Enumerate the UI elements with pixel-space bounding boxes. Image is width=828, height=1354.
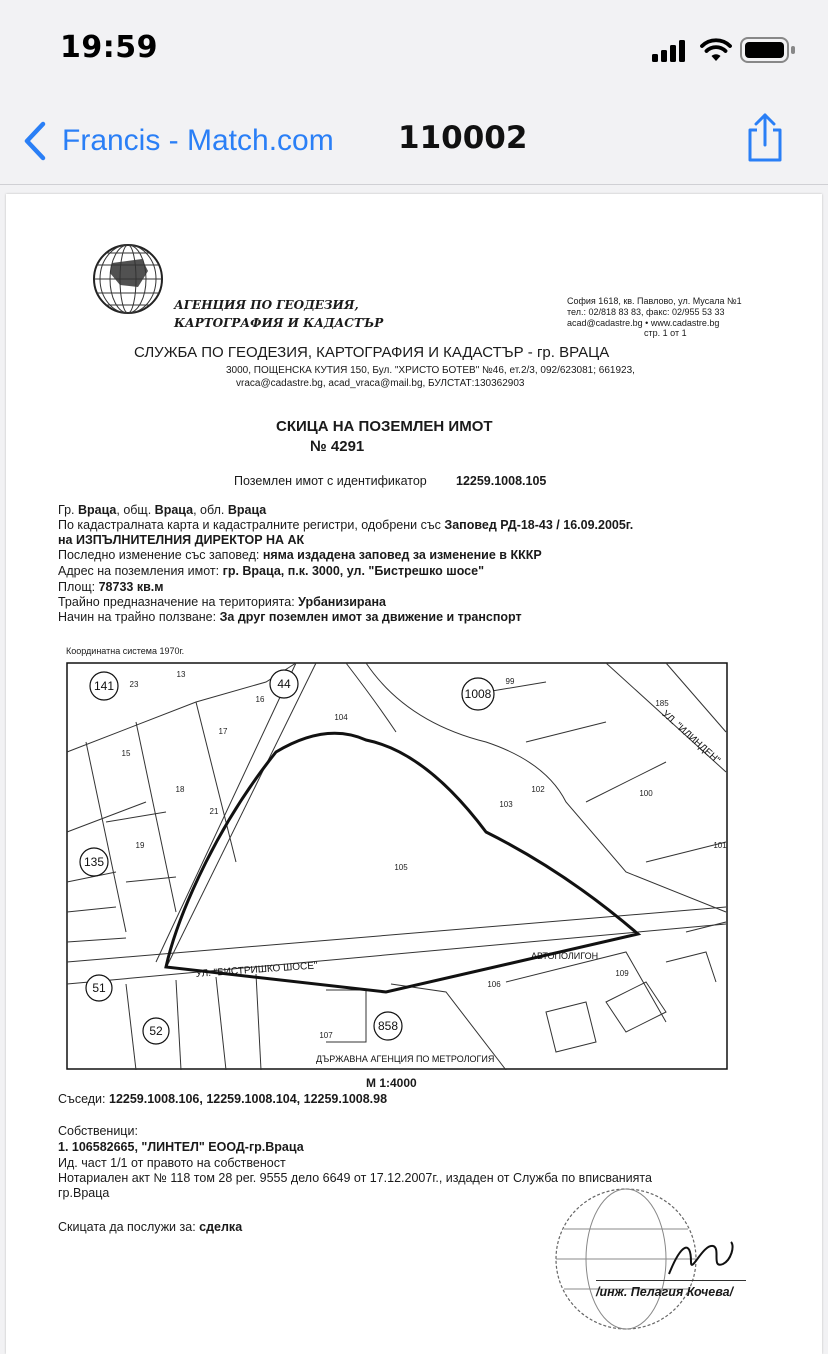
parcel-ring-51: 51 — [92, 981, 106, 995]
neighbors-line: Съседи: 12259.1008.106, 12259.1008.104, 12259.1008.98 — [58, 1092, 388, 1106]
map-scale: М 1:4000 — [366, 1076, 417, 1090]
service-name: СЛУЖБА ПО ГЕОДЕЗИЯ, КАРТОГРАФИЯ И КАДАСТЪР - гр. ВРАЦА — [134, 344, 610, 361]
parcel-13: 13 — [176, 670, 186, 679]
parcel-23: 23 — [129, 680, 139, 689]
parcel-ring-858: 858 — [377, 1019, 399, 1033]
page-title: 110002 — [398, 120, 528, 156]
parcel-19: 19 — [135, 841, 145, 850]
approval-authority: на ИЗПЪЛНИТЕЛНИЯ ДИРЕКТОР НА АК — [58, 533, 305, 547]
property-address: Адрес на поземления имот: гр. Враца, п.к. 3000, ул. "Бистрешко шосе" — [58, 564, 484, 578]
parcel-102: 102 — [531, 785, 545, 794]
identifier-label: Поземлен имот с идентификатор — [234, 474, 427, 488]
document-title: СКИЦА НА ПОЗЕМЛЕН ИМОТ — [276, 418, 493, 435]
signature-line — [596, 1280, 746, 1281]
status-bar — [0, 0, 828, 100]
coordinate-system: Координатна система 1970г. — [66, 646, 185, 656]
street-ilinden: УЛ. "ИЛИНДЕН" — [659, 708, 722, 767]
last-change: Последно изменение със заповед: няма издадена заповед за изменение в КККР — [58, 548, 542, 562]
territory-purpose: Трайно предназначение на територията: Урбанизирана — [58, 595, 387, 609]
page-counter: стр. 1 от 1 — [644, 328, 687, 338]
metrology-label: ДЪРЖАВНА АГЕНЦИЯ ПО МЕТРОЛОГИЯ — [316, 1054, 495, 1064]
property-area: Площ: 78733 кв.м — [58, 580, 164, 594]
purpose-line: Скицата да послужи за: сделка — [58, 1220, 243, 1234]
parcel-185: 185 — [655, 699, 669, 708]
parcel-ring-141: 141 — [93, 679, 115, 693]
owners-label: Собственици: — [58, 1124, 138, 1138]
parcel-16: 16 — [255, 695, 265, 704]
parcel-99: 99 — [505, 677, 515, 686]
parcel-100: 100 — [639, 789, 653, 798]
wifi-icon — [700, 38, 732, 62]
street-bistrishko: УЛ. "БИСТРИШКО ШОСЕ" — [195, 960, 318, 980]
parcel-106: 106 — [487, 980, 501, 989]
parcel-107: 107 — [319, 1031, 333, 1040]
parcel-ring-135: 135 — [83, 855, 105, 869]
agency-phone: тел.: 02/818 83 83, факс: 02/955 53 33 — [567, 307, 725, 317]
agency-email: acad@cadastre.bg • www.cadastre.bg — [567, 318, 720, 328]
battery-icon — [740, 37, 796, 63]
service-address: 3000, ПОЩЕНСКА КУТИЯ 150, Бул. "ХРИСТО БОТЕВ" №46, ет.2/3, 092/623081; 661923, — [226, 365, 635, 376]
parcel-104: 104 — [334, 713, 348, 722]
usage-type: Начин на трайно ползване: За друг поземлен имот за движение и транспорт — [58, 610, 522, 624]
location-line: Гр. Враца, общ. Враца, обл. Враца — [58, 503, 267, 517]
signer-name: /инж. Пелагия Кочева/ — [596, 1285, 734, 1299]
nav-divider — [0, 184, 828, 185]
chevron-left-icon — [22, 121, 48, 161]
back-label[interactable]: Francis - Match.com — [62, 124, 334, 157]
identifier-value: 12259.1008.105 — [456, 474, 547, 488]
ownership-share: Ид. част 1/1 от правото на собственост — [58, 1156, 286, 1170]
clock: 19:59 — [60, 30, 158, 65]
parcel-105: 105 — [394, 863, 408, 872]
cadastral-map[interactable] — [66, 662, 728, 1070]
notary-act: Нотариален акт № 118 том 28 рег. 9555 дело 6649 от 17.12.2007г., издаден от Служба по вписванията — [58, 1171, 652, 1185]
cellular-signal-icon — [652, 40, 686, 62]
back-button[interactable] — [22, 118, 334, 164]
agency-address: София 1618, кв. Павлово, ул. Мусала №1 — [567, 296, 742, 306]
parcel-ring-52: 52 — [149, 1024, 163, 1038]
parcel-103: 103 — [499, 800, 513, 809]
notary-city: гр.Враца — [58, 1186, 110, 1200]
parcel-ring-1008: 1008 — [464, 687, 492, 701]
owner-1: 1. 106582665, "ЛИНТЕЛ" ЕООД-гр.Враца — [58, 1140, 304, 1154]
parcel-18: 18 — [175, 785, 185, 794]
document-sketch[interactable] — [6, 194, 822, 1354]
globe-logo-icon — [92, 243, 164, 315]
share-icon[interactable] — [742, 112, 788, 164]
parcel-17: 17 — [218, 727, 228, 736]
agency-name-line2: КАРТОГРАФИЯ И КАДАСТЪР — [174, 316, 384, 330]
cadastral-approval: По кадастралната карта и кадастралните регистри, одобрени със Заповед РД-18-43 / 16.09.2005г. — [58, 518, 634, 532]
sketch-number: № 4291 — [310, 438, 365, 455]
service-contacts: vraca@cadastre.bg, acad_vraca@mail.bg, БУЛСТАТ:130362903 — [236, 378, 525, 389]
signature-icon — [661, 1234, 741, 1284]
parcel-101: 101 — [713, 841, 727, 850]
parcel-ring-44: 44 — [277, 677, 291, 691]
agency-name-line1: АГЕНЦИЯ ПО ГЕОДЕЗИЯ, — [174, 298, 359, 312]
parcel-15: 15 — [121, 749, 131, 758]
parcel-21: 21 — [209, 807, 219, 816]
parcel-109: 109 — [615, 969, 629, 978]
autopolygon-label: АВТОПОЛИГОН — [531, 951, 599, 961]
